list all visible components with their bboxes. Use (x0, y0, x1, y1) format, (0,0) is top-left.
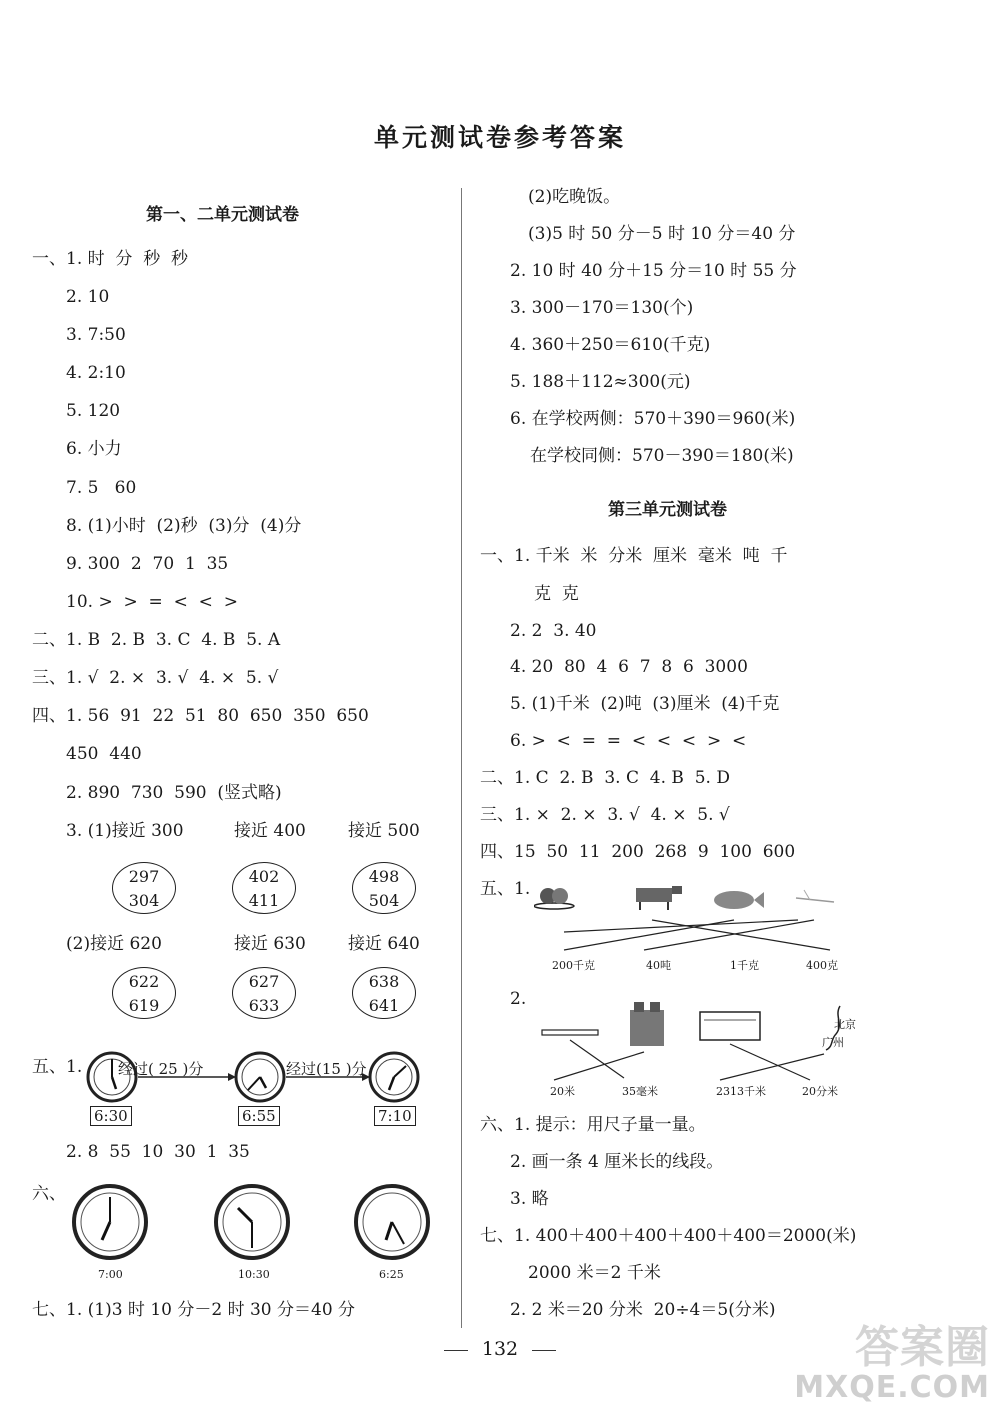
clock-row (66, 1184, 436, 1270)
clock-icon (236, 1053, 284, 1101)
number-oval: 297 304 (112, 862, 176, 914)
answer-line: 五、1. (480, 879, 531, 899)
answer-line: 3. (1)接近 300 (66, 821, 184, 841)
match-label: 200千克 (552, 959, 595, 972)
answer-line: 2. 8 55 10 30 1 35 (66, 1142, 250, 1162)
matching-figure (534, 880, 874, 958)
answer-line: 接近 500 (348, 821, 420, 841)
number-oval: 402 411 (232, 862, 296, 914)
time-box: 6:30 (90, 1106, 132, 1126)
building-icon (630, 1002, 664, 1046)
watermark: 答案圈 MXQE.COM (794, 1322, 990, 1405)
answer-line: 四、1. 56 91 22 51 80 650 350 650 (32, 706, 369, 726)
answer-line: 在学校同侧：570－390＝180(米) (530, 446, 794, 466)
elapsed-label: 经过(15 )分 (286, 1060, 367, 1078)
clock-icon (74, 1186, 146, 1258)
ruler-icon (542, 1030, 598, 1035)
answer-line: 7. 5 60 (66, 478, 137, 498)
answer-line: 2. 10 时 40 分＋15 分＝10 时 55 分 (510, 261, 797, 281)
answer-line: 三、1. √ 2. × 3. √ 4. × 5. √ (32, 668, 279, 688)
cow-icon (636, 886, 682, 910)
answer-line: 六、1. 提示：用尺子量一量。 (480, 1115, 706, 1135)
answer-line: 2000 米＝2 千米 (528, 1263, 661, 1283)
answer-line: 4. 20 80 4 6 7 8 6 3000 (510, 657, 748, 677)
match-label: 400克 (806, 959, 838, 972)
answer-line: 2. 画一条 4 厘米长的线段。 (510, 1152, 724, 1172)
answer-line: 二、1. C 2. B 3. C 4. B 5. D (480, 768, 730, 788)
answer-line: 二、1. B 2. B 3. C 4. B 5. A (32, 630, 281, 650)
clock-caption: 6:25 (379, 1268, 404, 1281)
answer-line: 接近 630 (234, 934, 306, 954)
match-label: 40吨 (646, 959, 671, 972)
answer-line: 2. (510, 989, 527, 1009)
answer-line: 4. 2:10 (66, 363, 126, 383)
answer-line: 接近 400 (234, 821, 306, 841)
map-label: 广州 (822, 1036, 844, 1049)
apples-icon (534, 888, 574, 909)
column-divider (461, 188, 462, 1328)
bed-icon (700, 1012, 760, 1040)
clock-icon (356, 1186, 428, 1258)
answer-line: 2. 2 3. 40 (510, 621, 597, 641)
answer-line: 接近 640 (348, 934, 420, 954)
elapsed-label: 经过( 25 )分 (118, 1060, 204, 1078)
answer-line: 8. (1)小时 (2)秒 (3)分 (4)分 (66, 516, 302, 536)
map-label: 北京 (834, 1018, 856, 1031)
answer-line: 2. 2 米＝20 分米 20÷4＝5(分米) (510, 1300, 776, 1320)
answer-line: 四、15 50 11 200 268 9 100 600 (480, 842, 796, 862)
clock-caption: 10:30 (238, 1268, 270, 1281)
answer-line: 4. 360＋250＝610(千克) (510, 335, 711, 355)
match-label: 20米 (550, 1085, 575, 1098)
time-box: 6:55 (238, 1106, 280, 1126)
answer-line: 450 440 (66, 744, 142, 764)
number-oval: 498 504 (352, 862, 416, 914)
clock-caption: 7:00 (98, 1268, 123, 1281)
answer-line: 三、1. × 2. × 3. √ 4. × 5. √ (480, 805, 730, 825)
answer-line: 5. (1)千米 (2)吨 (3)厘米 (4)千克 (510, 694, 780, 714)
number-oval: 627 633 (232, 967, 296, 1019)
page-number: 132 (0, 1338, 1000, 1360)
answer-line: 6. > < = = < < < > < (510, 731, 747, 751)
number-oval: 638 641 (352, 967, 416, 1019)
answer-line: 五、1. (32, 1057, 83, 1077)
answer-line: 3. 7:50 (66, 325, 126, 345)
answer-line: 六、 (32, 1184, 66, 1204)
number-oval: 622 619 (112, 967, 176, 1019)
answer-line: 5. 188＋112≈300(元) (510, 372, 691, 392)
answer-line: (2)接近 620 (66, 934, 162, 954)
answer-line: 6. 在学校两侧：570＋390＝960(米) (510, 409, 796, 429)
match-label: 1千克 (730, 959, 759, 972)
answer-line: 2. 10 (66, 287, 110, 307)
answer-line: 七、1. 400＋400＋400＋400＋400＝2000(米) (480, 1226, 857, 1246)
section-title-unit-3: 第三单元测试卷 (608, 500, 727, 520)
answer-line: 一、1. 时 分 秒 秒 (32, 249, 189, 269)
answer-line: 3. 300－170＝130(个) (510, 298, 694, 318)
answer-line: 2. 890 730 590 (竖式略) (66, 783, 282, 803)
answer-line: 一、1. 千米 米 分米 厘米 毫米 吨 千 (480, 546, 788, 566)
match-label: 20分米 (802, 1085, 838, 1098)
answer-line: (3)5 时 50 分－5 时 10 分＝40 分 (528, 224, 796, 244)
match-label: 35毫米 (622, 1085, 658, 1098)
page-title: 单元测试卷参考答案 (373, 123, 626, 152)
match-label: 2313千米 (716, 1085, 766, 1098)
clock-icon (216, 1186, 288, 1258)
section-title-unit-1-2: 第一、二单元测试卷 (146, 205, 299, 225)
answer-line: 3. 略 (510, 1189, 549, 1209)
clock-icon (370, 1053, 418, 1101)
answer-line: 克 克 (534, 584, 579, 604)
time-box: 7:10 (374, 1106, 416, 1126)
answer-line: 七、1. (1)3 时 10 分－2 时 30 分＝40 分 (32, 1300, 356, 1320)
fish-icon (714, 891, 764, 909)
answer-line: 9. 300 2 70 1 35 (66, 554, 229, 574)
answer-line: 5. 120 (66, 401, 121, 421)
feather-icon (796, 890, 834, 902)
answer-line: 6. 小力 (66, 439, 122, 459)
answer-line: 10. > > = < < > (66, 592, 238, 612)
answer-line: (2)吃晚饭。 (528, 187, 621, 207)
